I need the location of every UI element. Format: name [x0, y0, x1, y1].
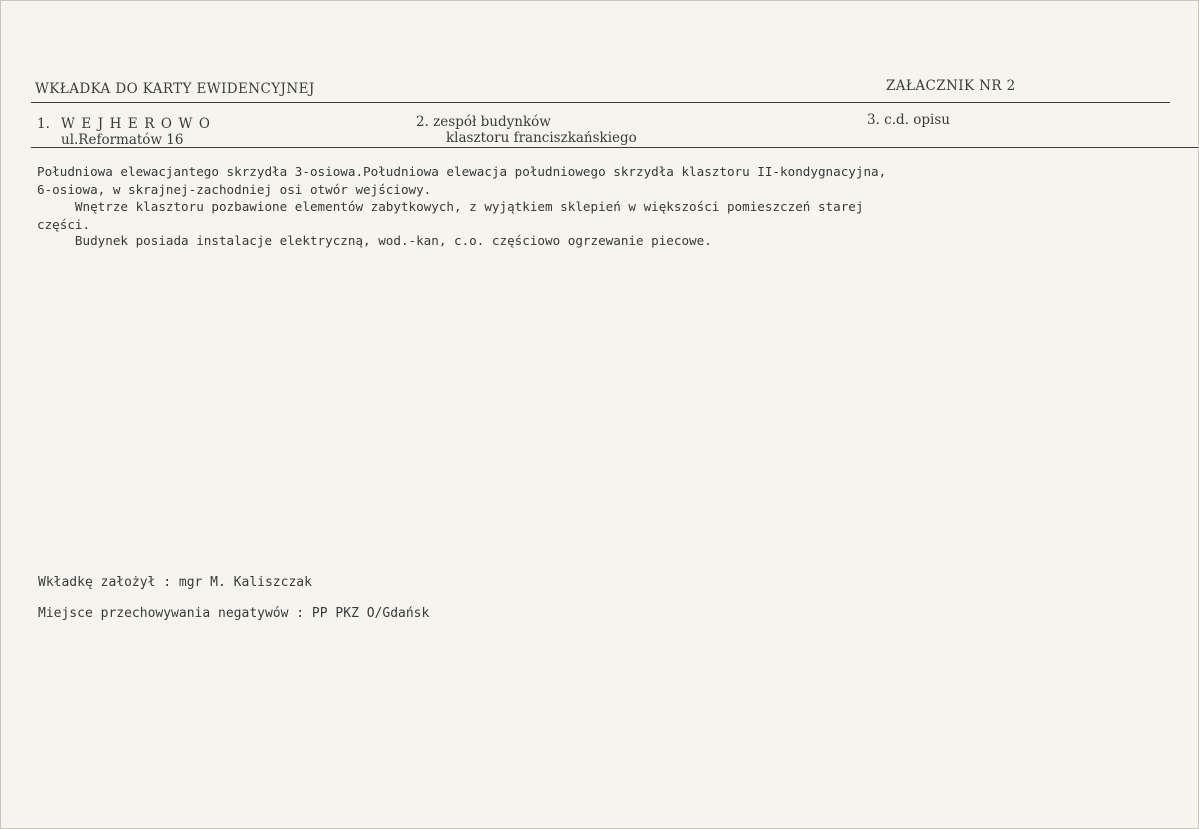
header-rule	[31, 102, 1170, 103]
fields-rule	[31, 147, 1198, 148]
card-title: WKŁADKA DO KARTY EWIDENCYJNEJ	[35, 81, 315, 97]
field-1-city: WEJHEROWO	[61, 116, 217, 132]
field-2-line2: klasztoru franciszkańskiego	[446, 130, 637, 146]
field-3-continuation: 3. c.d. opisu	[867, 112, 950, 128]
description-line: 6-osiowa, w skrajnej-zachodniej osi otwór wejściowy.	[37, 182, 432, 197]
attachment-label: ZAŁACZNIK NR 2	[886, 78, 1016, 94]
description-line: Wnętrze klasztoru pozbawione elementów zabytkowych, z wyjątkiem sklepień w większości pomieszczeń starej	[37, 199, 864, 214]
field-1-street: ul.Reformatów 16	[61, 132, 184, 148]
description-line: części.	[37, 217, 91, 232]
description-line: Południowa elewacjantego skrzydła 3-osiowa.Południowa elewacja południowego skrzydła klasztoru II-kondygnacyjna,	[37, 164, 887, 179]
field-1-number: 1.	[37, 116, 50, 132]
negatives-location-line: Miejsce przechowywania negatywów : PP PKZ O/Gdańsk	[38, 606, 430, 621]
author-line: Wkładkę założył : mgr M. Kaliszczak	[38, 575, 312, 590]
description-line: Budynek posiada instalacje elektryczną, wod.-kan, c.o. częściowo ogrzewanie piecowe.	[37, 233, 712, 248]
field-2-line1: 2. zespół budynków	[416, 114, 551, 130]
